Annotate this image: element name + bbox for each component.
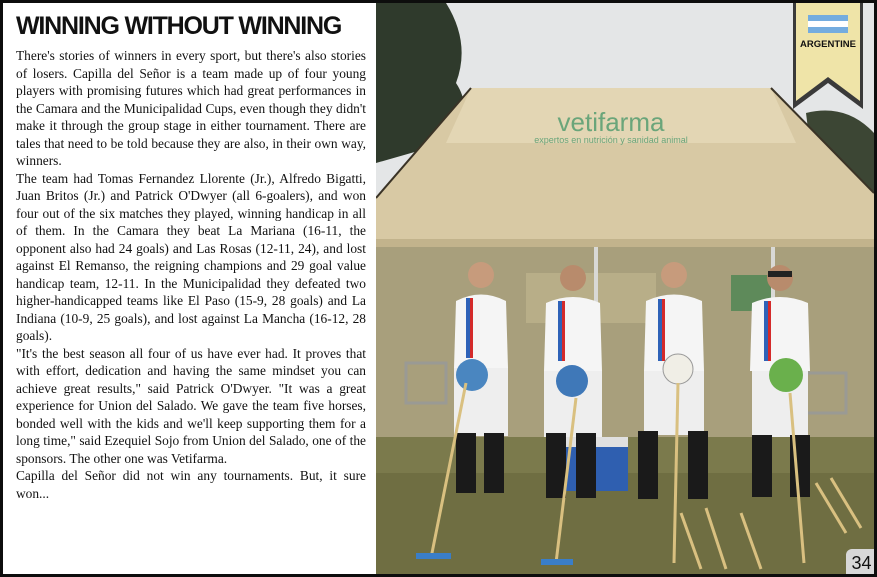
article-paragraph-1: There's stories of winners in every sport, but there's also stories of losers. Capilla del Señor is a team made up of four young players with promising futures which had great performances in the Camara and the Municipalidad Cups, even though they didn't make it through the group stage in either tournament. There are tales that need to be told because they are also, in their own way, winners. (16, 48, 366, 168)
tent-brand-text: vetifarma (557, 107, 665, 137)
article-body (16, 47, 366, 502)
article-paragraph-4: Capilla del Señor did not win any tournaments. But, it sure won... (16, 468, 366, 501)
article-headline: WINNING WITHOUT WINNING (16, 12, 342, 40)
article-paragraph-3: "It's the best season all four of us have ever had. It proves that with effort, dedication and having the same mindset you can achieve great results," said Patrick O'Dwyer. "It was a great experience for Union del Salado. We gave the team five horses, bonded well with the kids and we'll keep supporting them for a long time," said Ezequiel Sojo from Union del Salado, one of the sponsors. The other one was Vetifarma. (16, 345, 366, 466)
country-ribbon (793, 3, 863, 109)
article-paragraph-2: The team had Tomas Fernandez Llorente (Jr.), Alfredo Bigatti, Juan Britos (Jr.) and Patrick O'Dwyer (all 6-goalers), and won four out of the six matches they played, winning handicap in all of them. In the Camara they beat La Mariana (16-11, the opponent also had 24 goals) and Las Rosas (12-11, 24), and lost against El Remanso, the reigning champions and 29 goal value handicap team, 12-11. In the Municipalidad they defeated two higher-handicapped teams like El Paso (15-9, 28 goals) and La Indiana (10-9, 25 goals), and lost against La Mancha (16-12, 28 goals). (16, 170, 366, 343)
page-number: 34 (846, 549, 874, 574)
tent-tagline-text: expertos en nutrición y sanidad animal (534, 135, 688, 145)
country-label: ARGENTINE (800, 39, 856, 50)
magazine-page (3, 3, 874, 574)
article-column (3, 3, 376, 574)
argentina-flag-icon (808, 15, 848, 33)
